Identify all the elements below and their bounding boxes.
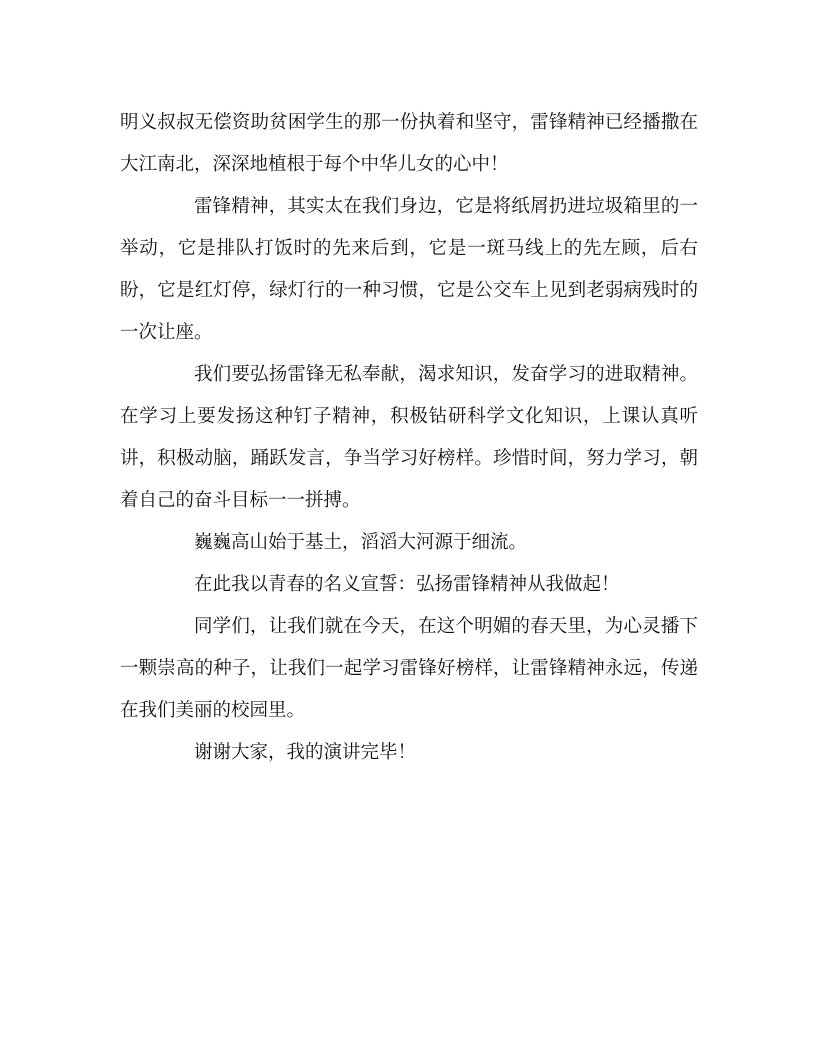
paragraph-closing: 谢谢大家，我的演讲完毕！: [194, 742, 417, 763]
document-body: [120, 102, 698, 774]
paragraph-proverb: 巍巍高山始于基土，滔滔大河源于细流。: [194, 532, 528, 553]
paragraph-oath: 在此我以青春的名义宣誓：弘扬雷锋精神从我做起！: [194, 574, 620, 595]
paragraph-continuation: 明义叔叔无偿资助贫困学生的那一份执着和坚守，雷锋精神已经播撒在大江南北，深深地植根于每个中华儿女的心中！: [120, 112, 698, 175]
paragraph-call-to-classmates: 同学们，让我们就在今天，在这个明媚的春天里，为心灵播下一颗崇高的种子，让我们一起学习雷锋好榜样，让雷锋精神永远，传递在我们美丽的校园里。: [120, 616, 698, 721]
paragraph-study-spirit: 我们要弘扬雷锋无私奉献，渴求知识，发奋学习的进取精神。在学习上要发扬这种钉子精神，积极钻研科学文化知识，上课认真听讲，积极动脑，踊跃发言，争当学习好榜样。珍惜时间，努力学习，朝着自己的奋斗目标一一拼搏。: [120, 364, 698, 511]
paragraph-lei-feng-spirit-nearby: 雷锋精神，其实太在我们身边，它是将纸屑扔进垃圾箱里的一举动，它是排队打饭时的先来后到，它是一斑马线上的先左顾，后右盼，它是红灯停，绿灯行的一种习惯，它是公交车上见到老弱病残时的一次让座。: [120, 196, 698, 343]
